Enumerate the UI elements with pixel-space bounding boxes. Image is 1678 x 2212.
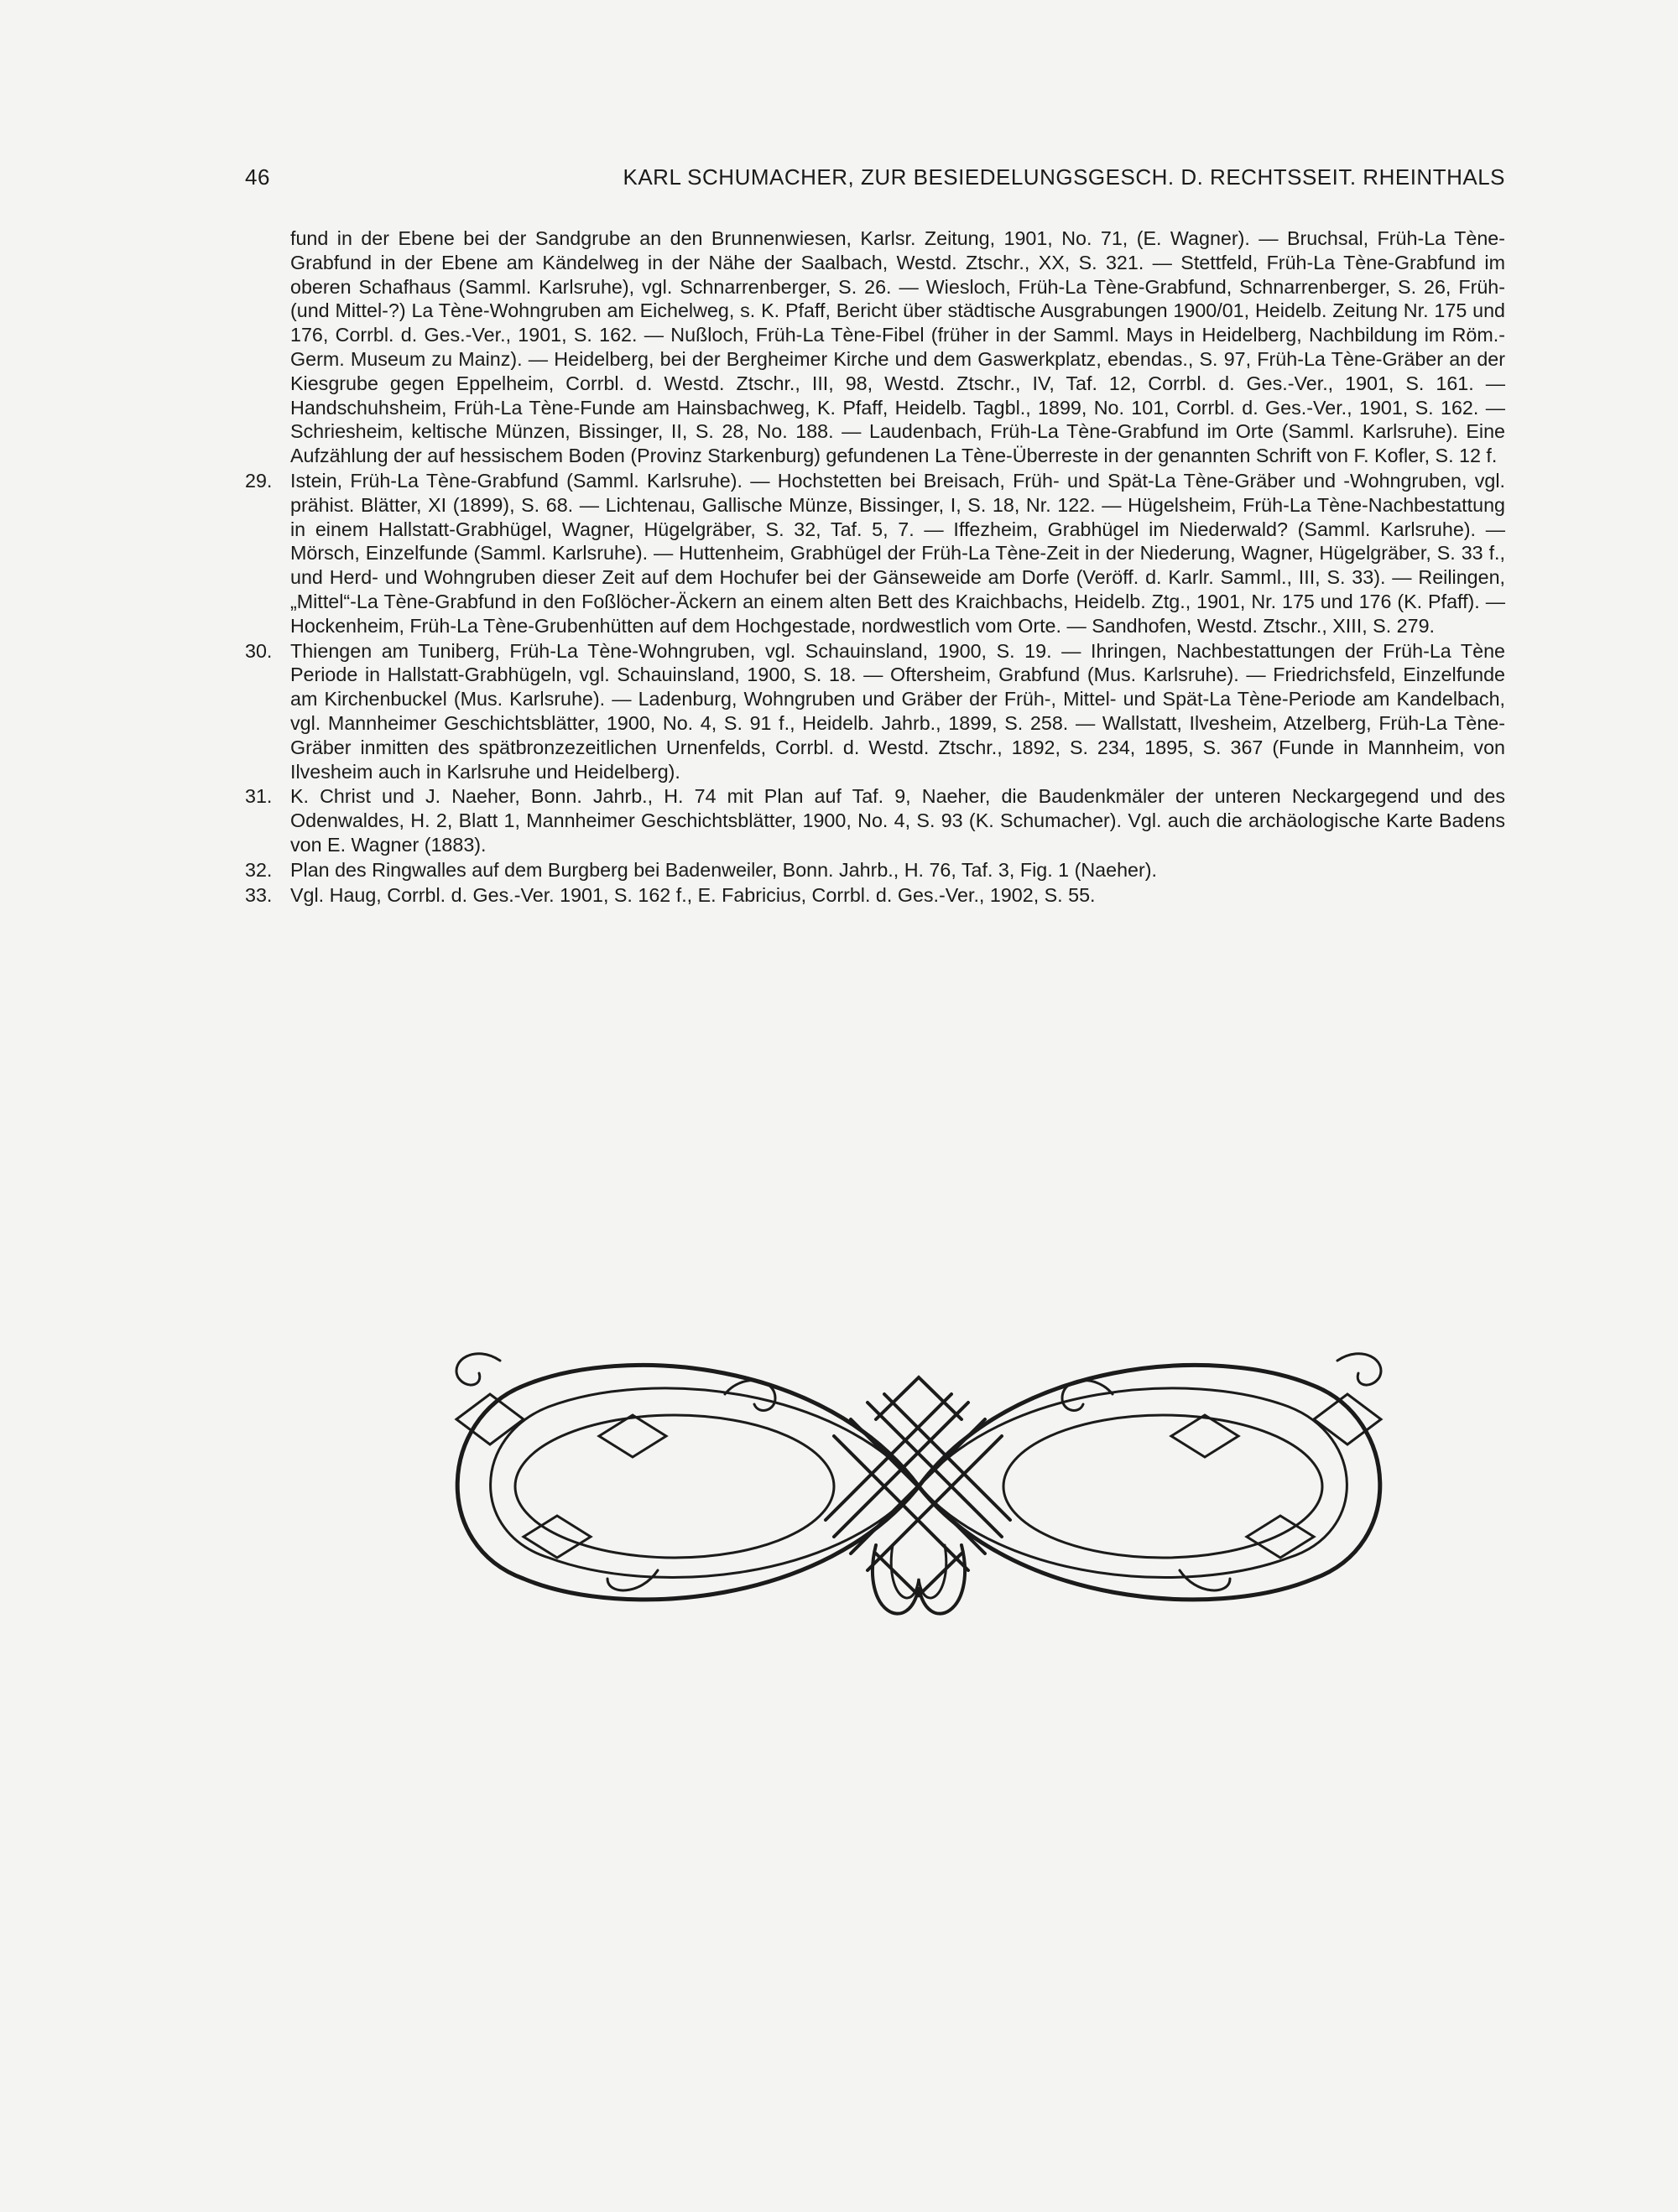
footnote-text: Thiengen am Tuniberg, Früh-La Tène-Wohngruben, vgl. Schauinsland, 1900, S. 19. — Ihringen, Nachbestattungen der Früh-La Tène Periode in Hallstatt-Grabhügeln, vgl. Schauinsland, 1900, S. 18. — Oftersheim, Grabfund (Mus. Karlsruhe). — Friedrichsfeld, Einzelfunde am Kirchenbuckel (Mus. Karlsruhe). — Ladenburg, Wohngruben und Gräber der Früh-, Mittel- und Spät-La Tène-Periode am Kandelbach, vgl. Mannheimer Geschichtsblätter, 1900, No. 4, S. 91 f., Heidelb. Jahrb., 1899, S. 258. — Wallstatt, Ilvesheim, Atzelberg, Früh-La Tène-Gräber inmitten des spätbronzezeitlichen Urnenfelds, Corrbl. d. Westd. Ztschr., 1892, S. 234, 1895, S. 367 (Funde in Mannheim, von Ilvesheim auch in Karlsruhe und Heidelberg). (290, 639, 1505, 783)
interlace-knot-ornament-icon (406, 1327, 1431, 1646)
footnote-31 (245, 784, 1505, 856)
running-header (245, 164, 1505, 195)
footnote-30 (245, 639, 1505, 784)
footnote-number (245, 226, 290, 468)
footnote-number: 33. (245, 883, 273, 906)
footnotes-body (245, 226, 1505, 908)
footnote-continued (245, 226, 1505, 468)
footnote-33 (245, 883, 1505, 908)
footnote-text: Vgl. Haug, Corrbl. d. Ges.-Ver. 1901, S. 162 f., E. Fabricius, Corrbl. d. Ges.-Ver., 1902, S. 55. (290, 883, 1096, 906)
footnote-32 (245, 858, 1505, 882)
footnote-text: K. Christ und J. Naeher, Bonn. Jahrb., H. 74 mit Plan auf Taf. 9, Naeher, die Baudenkmäler der unteren Neckargegend und des Odenwaldes, H. 2, Blatt 1, Mannheimer Geschichtsblätter, 1900, No. 4, S. 93 (K. Schumacher). Vgl. auch die archäologische Karte Badens von E. Wagner (1883). (290, 785, 1505, 856)
footnote-text: fund in der Ebene bei der Sandgrube an den Brunnenwiesen, Karlsr. Zeitung, 1901, No. 71, (E. Wagner). — Bruchsal, Früh-La Tène-Grabfund in der Ebene am Kändelweg in der Nähe der Saalbach, Westd. Ztschr., XX, S. 321. — Stettfeld, Früh-La Tène-Grabfund im oberen Schafhaus (Samml. Karlsruhe), vgl. Schnarrenberger, S. 26. — Wiesloch, Früh-La Tène-Grabfund, Schnarrenberger, S. 26, Früh- (und Mittel-?) La Tène-Wohngruben am Eichelweg, s. K. Pfaff, Bericht über städtische Ausgrabungen 1900/01, Heidelb. Zeitung Nr. 175 und 176, Corrbl. d. Ges.-Ver., 1901, S. 162. — Nußloch, Früh-La Tène-Fibel (früher in der Samml. Mays in Heidelberg, Nachbildung im Röm.-Germ. Museum zu Mainz). — Heidelberg, bei der Bergheimer Kirche und dem Gaswerkplatz, ebendas., S. 97, Früh-La Tène-Gräber an der Kiesgrube gegen Eppelheim, Corrbl. d. Westd. Ztschr., III, 98, Westd. Ztschr., IV, Taf. 12, Corrbl. d. Ges.-Ver., 1901, S. 161. — Handschuhsheim, Früh-La Tène-Funde am Hainsbachweg, K. Pfaff, Heidelb. Tagbl., 1899, No. 101, Corrbl. d. Ges.-Ver., 1901, S. 162. — Schriesheim, keltische Münzen, Bissinger, II, S. 28, No. 188. — Laudenbach, Früh-La Tène-Grabfund im Orte (Samml. Karlsruhe). Eine Aufzählung der auf hessischem Boden (Provinz Starkenburg) gefundenen La Tène-Überreste in der genannten Schrift von F. Kofler, S. 12 f. (290, 227, 1505, 467)
footnote-number: 30. (245, 639, 273, 662)
running-title: KARL SCHUMACHER, ZUR BESIEDELUNGSGESCH. D. RECHTSSEIT. RHEINTHALS (623, 164, 1505, 190)
footnote-number: 31. (245, 785, 273, 808)
footnote-number: 32. (245, 858, 273, 881)
footnote-number: 29. (245, 469, 273, 492)
page-number: 46 (245, 164, 270, 190)
footnote-text: Plan des Ringwalles auf dem Burgberg bei Badenweiler, Bonn. Jahrb., H. 76, Taf. 3, Fig. 1 (Naeher). (290, 858, 1157, 881)
footnote-29 (245, 469, 1505, 638)
footnote-text: Istein, Früh-La Tène-Grabfund (Samml. Karlsruhe). — Hochstetten bei Breisach, Früh- und Spät-La Tène-Gräber und -Wohngruben, vgl. prähist. Blätter, XI (1899), S. 68. — Lichtenau, Gallische Münze, Bissinger, I, S. 18, Nr. 122. — Hügelsheim, Früh-La Tène-Nachbestattung in einem Hallstatt-Grabhügel, Wagner, Hügelgräber, S. 32, Taf. 5, 7. — Iffezheim, Grabhügel im Niederwald? (Samml. Karlsruhe). — Mörsch, Einzelfunde (Samml. Karlsruhe). — Huttenheim, Grabhügel der Früh-La Tène-Zeit in der Niederung, Wagner, Hügelgräber, S. 33 f., und Herd- und Wohngruben dieser Zeit auf dem Hochufer bei der Gänseweide am Dorfe (Veröff. d. Karlr. Samml., III, S. 33). — Reilingen, „Mittel“-La Tène-Grabfund in den Foßlöcher-Äckern an einem alten Bett des Kraichbachs, Heidelb. Ztg., 1901, Nr. 175 und 176 (K. Pfaff). — Hockenheim, Früh-La Tène-Grubenhütten auf dem Hochgestade, nordwestlich vom Orte. — Sandhofen, Westd. Ztschr., XIII, S. 279. (290, 469, 1505, 637)
